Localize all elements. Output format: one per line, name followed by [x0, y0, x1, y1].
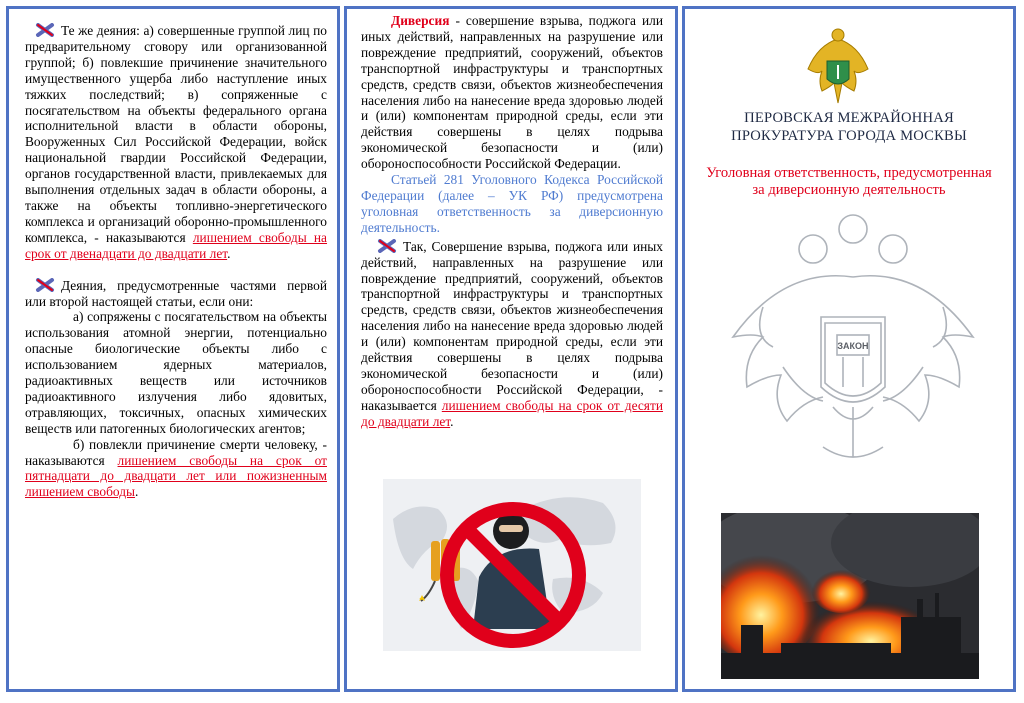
paragraph-item-a: а) сопряжены с посягательством на объекты использования атомной энергии, потенциально опасные биологические объекты либо с использованием ядерных материалов, радиоактивных веществ или источников радиоактивного излучения либо ядовитых, отравляющих, токсичных, опасных химических веществ или патогенных биологических агентов; [25, 309, 327, 436]
paragraph-so: Так, Совершение взрыва, поджога или иных действий, направленных на разрушение или повреждение предприятий, сооружений, объектов транспортной инфраструктуры и транспортных средств, средств связи, объектов жизнеобеспечения населения либо на нанесение вреда здоровью людей и (или) компонентам природной среды, если эти действия совершены в целях подрыва экономической безопасности и (или) обороноспособности Российской Федерации, - наказывается лишением свободы на срок от десяти до двадцати лет. [361, 238, 663, 429]
emblem-law-label: ЗАКОН [837, 341, 869, 351]
x-bullet-icon [35, 23, 55, 37]
panel-right [682, 6, 1016, 692]
prosecutor-emblem-icon [703, 207, 1003, 477]
paragraph-acts: Деяния, предусмотренные частями первой или второй настоящей статьи, если они: [25, 277, 327, 309]
term-diversion: Диверсия [391, 13, 450, 28]
punishment-text: лишением свободы на срок от пятнадцати до двадцати лет или пожизненным лишением свободы [25, 452, 327, 500]
definition-paragraph: Диверсия - совершение взрыва, поджога или иных действий, направленных на разрушение или повреждение предприятий, сооружений, объектов транспортной инфраструктуры и транспортных средств, средств связи, объектов жизнеобеспечения населения либо на нанесение вреда здоровью людей и (или) компонентам природной среды, если эти действия совершены в целях подрыва экономической безопасности и (или) обороноспособности Российской Федерации. [361, 13, 663, 172]
leaflet-headline: Уголовная ответственность, предусмотренная за диверсионную деятельность [706, 165, 992, 198]
paragraph-group-crime: Те же деяния: а) совершенные группой лиц по предварительному сговору или организованной группой; б) повлекшие причинение значительного имущественного ущерба либо наступление иных тяжких последствий; в) сопряженные с посягательством на объекты федерального органа исполнительной власти в области обороны, Вооруженных Сил Российской Федерации, войск национальной гвардии Российской Федерации, органов государственной власти, привлекаемых для выполнения отдельных задач в области обороны, а также на объекты топливно-энергетического комплекса и организаций оборонно-промышленного комплекса, - наказываются лишением свободы на срок от двенадцати до двадцати лет. [25, 23, 328, 261]
punishment-text: лишением свободы на срок от двенадцати до двадцати лет [25, 229, 328, 261]
x-bullet-icon [35, 278, 55, 292]
panel-left [6, 6, 340, 692]
eagle-emblem-icon [803, 27, 873, 109]
paragraph-item-b: б) повлекли причинение смерти человеку, - наказываются лишением свободы на срок от пятнадцати до двадцати лет или пожизненным лишением свободы. [25, 436, 327, 500]
x-bullet-icon [377, 239, 397, 253]
punishment-text: лишением свободы на срок от десяти до двадцати лет [361, 397, 663, 429]
article-paragraph: Статьей 281 Уголовного Кодекса Российской Федерации (далее – УК РФ) предусмотрена уголовная ответственность за диверсионную деятельность. [361, 172, 663, 235]
explosion-fire-photo [721, 513, 979, 679]
stop-terrorism-illustration [383, 479, 641, 651]
organization-name: ПЕРОВСКАЯ МЕЖРАЙОННАЯ ПРОКУРАТУРА ГОРОДА МОСКВЫ [731, 110, 967, 144]
panel-middle [344, 6, 678, 692]
